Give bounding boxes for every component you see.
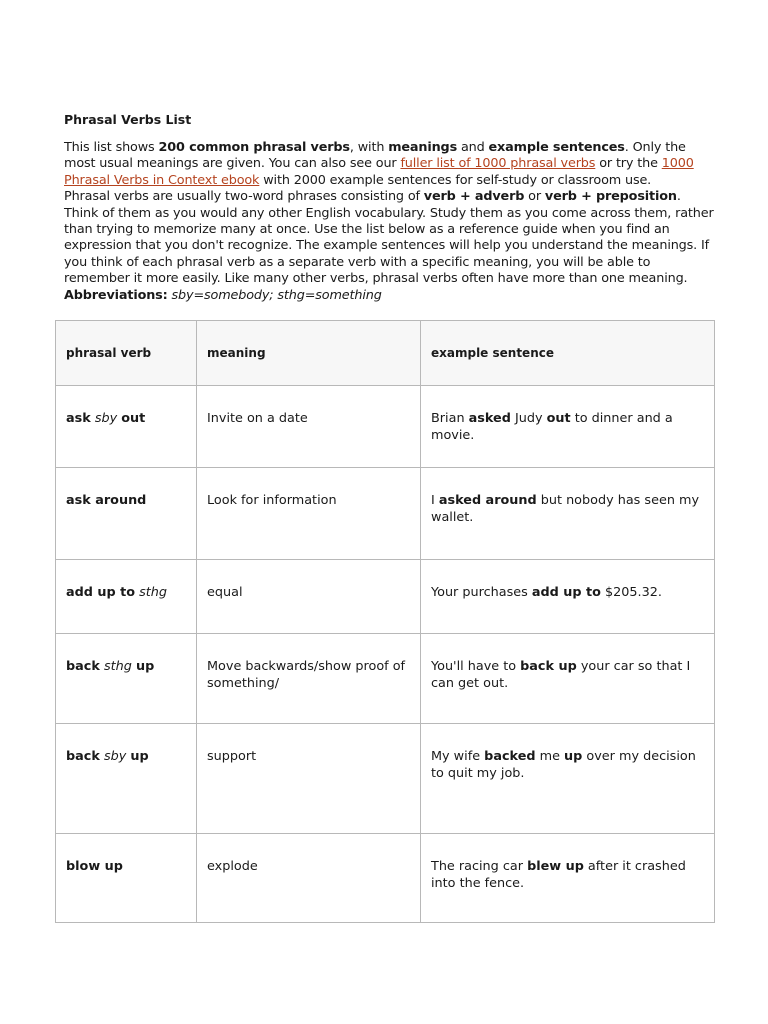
cell-meaning: Look for information xyxy=(197,468,421,560)
example-verb: asked around xyxy=(438,493,537,508)
table-row xyxy=(56,834,715,923)
example-verb: up xyxy=(564,749,583,764)
verb-particle: up xyxy=(130,749,149,764)
verb-part: add up to xyxy=(66,585,136,600)
header-phrasal-verb: phrasal verb xyxy=(56,321,197,386)
verb-part: ask xyxy=(66,411,91,426)
cell-example xyxy=(421,634,715,724)
intro-text: . Think of them as you would any other English vocabulary. Study them as you come across them, rather than trying to memorize many at once. Use the list below as a reference guide when you find an expression that you don't recognize. The example sentences will help you understand the meanings. If you think of each phrasal verb as a separate verb with a specific meaning, you will be able to remember it more easily. Like many other verbs, phrasal verbs often have more than one meaning. xyxy=(64,189,714,287)
example-text: to dinner and a movie. xyxy=(431,411,673,443)
verb-part: back xyxy=(66,749,100,764)
example-text: me xyxy=(535,749,565,764)
example-text: Brian xyxy=(431,411,469,426)
intro-text: . Only the most usual meanings are given. You can also see our xyxy=(64,140,686,172)
intro-text: or try the xyxy=(595,156,662,172)
example-text: your car so that I can get out. xyxy=(431,659,691,691)
verb-object: sby xyxy=(99,749,131,764)
document-title: Phrasal Verbs List xyxy=(64,112,192,127)
cell-meaning: support xyxy=(197,724,421,834)
example-text: My wife xyxy=(431,749,485,764)
ebook-link[interactable]: 1000 Phrasal Verbs in Context ebook xyxy=(64,156,694,188)
cell-meaning: explode xyxy=(197,834,421,923)
cell-phrasal-verb xyxy=(56,560,197,634)
verb-particle: out xyxy=(121,411,146,426)
example-text: but nobody has seen my wallet. xyxy=(431,493,700,525)
intro-bold: 200 common phrasal verbs xyxy=(158,140,350,155)
verb-part: back xyxy=(66,659,100,674)
phrasal-verbs-table xyxy=(55,320,715,923)
verb-part: ask around xyxy=(66,493,147,508)
verb-particle: up xyxy=(135,659,155,674)
example-text: after it crashed into the fence. xyxy=(431,859,686,891)
cell-meaning: Move backwards/show proof of something/ xyxy=(197,634,421,724)
intro-bold: verb + adverb xyxy=(423,189,525,205)
header-meaning: meaning xyxy=(197,321,421,386)
example-verb: blew up xyxy=(527,859,584,874)
example-text: over my decision to quit my job. xyxy=(431,749,696,781)
intro-bold: verb + preposition xyxy=(544,189,677,205)
header-example-sentence: example sentence xyxy=(421,321,715,386)
example-verb: back up xyxy=(520,659,577,674)
example-text: I xyxy=(431,493,439,508)
cell-example xyxy=(421,560,715,634)
cell-example xyxy=(421,724,715,834)
table-row xyxy=(56,468,715,560)
table-row xyxy=(56,386,715,468)
cell-meaning: equal xyxy=(197,560,421,634)
abbreviations-label: Abbreviations: xyxy=(64,287,168,303)
verb-part: blow up xyxy=(66,859,123,874)
cell-phrasal-verb xyxy=(56,468,197,560)
intro-paragraph xyxy=(64,140,714,304)
fuller-list-link[interactable]: fuller list of 1000 phrasal verbs xyxy=(400,156,596,172)
intro-bold: meanings xyxy=(388,140,458,155)
cell-phrasal-verb xyxy=(56,834,197,923)
verb-object: sthg xyxy=(135,585,168,600)
table-header-row xyxy=(56,321,715,386)
intro-bold: example sentences xyxy=(488,140,625,155)
intro-text: , with xyxy=(349,140,389,155)
document-page xyxy=(64,112,714,891)
example-verb: out xyxy=(546,411,571,426)
intro-text: This list shows xyxy=(64,140,159,155)
intro-text: Phrasal verbs are usually two-word phrases consisting of xyxy=(64,189,424,205)
table-row xyxy=(56,560,715,634)
example-text: You'll have to xyxy=(431,659,521,674)
example-verb: backed xyxy=(484,749,536,764)
cell-phrasal-verb xyxy=(56,386,197,468)
table-row xyxy=(56,634,715,724)
verb-object: sby xyxy=(90,411,122,426)
example-text: The racing car xyxy=(431,859,528,874)
intro-text: with 2000 example sentences for self-study or classroom use. xyxy=(259,172,652,188)
table-row xyxy=(56,724,715,834)
example-text: Judy xyxy=(510,411,547,426)
cell-meaning: Invite on a date xyxy=(197,386,421,468)
verb-object: sthg xyxy=(99,659,136,674)
cell-phrasal-verb xyxy=(56,634,197,724)
cell-example xyxy=(421,386,715,468)
abbreviations-text: sby=somebody; sthg=something xyxy=(167,287,382,303)
cell-example xyxy=(421,834,715,923)
example-verb: asked xyxy=(468,411,511,426)
example-text: Your purchases xyxy=(431,585,532,600)
example-verb: add up to xyxy=(531,585,601,600)
cell-phrasal-verb xyxy=(56,724,197,834)
cell-example xyxy=(421,468,715,560)
intro-text: or xyxy=(524,189,545,205)
intro-text: and xyxy=(457,140,489,155)
example-text: $205.32. xyxy=(600,585,662,600)
